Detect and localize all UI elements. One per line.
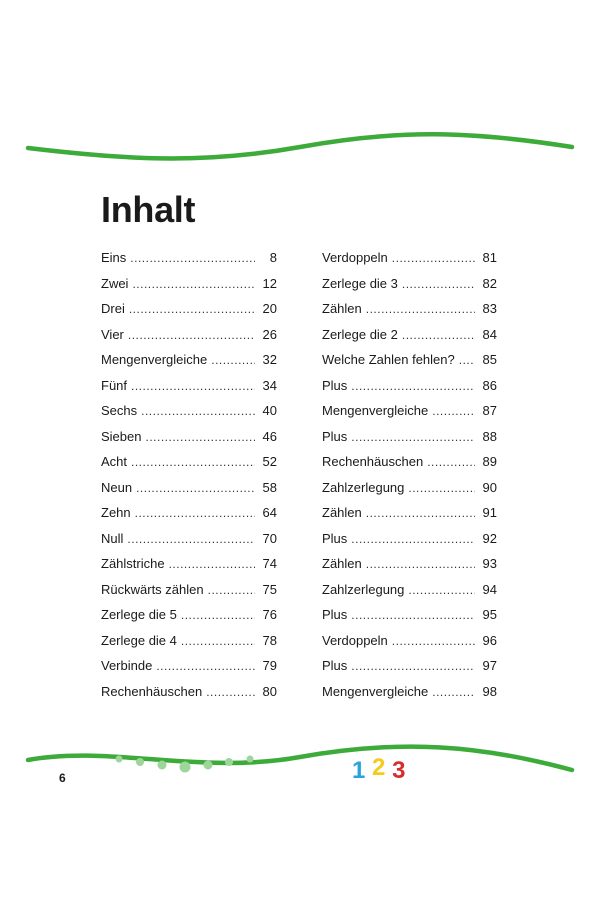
toc-entry-label: Neun <box>101 479 133 495</box>
toc-entry-label: Zerlege die 3 <box>322 275 398 291</box>
logo-digit-2: 2 <box>372 754 386 781</box>
logo-digit-3: 3 <box>392 757 406 784</box>
toc-entry-page: 32 <box>262 352 277 367</box>
toc-entry <box>322 322 497 348</box>
toc-entry-label: Zählen <box>322 301 362 316</box>
toc-leader-dots <box>141 399 255 425</box>
toc-entry-page: 91 <box>482 505 497 520</box>
logo-digit-1: 1 <box>352 757 366 784</box>
toc-entry <box>101 577 277 603</box>
dot <box>247 756 254 763</box>
toc-entry-page: 92 <box>482 530 497 546</box>
toc-entry-label: Verdoppeln <box>322 632 388 648</box>
toc-entry-label: Welche Zahlen fehlen? <box>322 352 455 367</box>
toc-leader-dots <box>459 348 475 374</box>
toc-column-right <box>322 245 497 704</box>
dot <box>158 761 167 770</box>
toc-entry-label: Plus <box>322 658 348 673</box>
toc-entry-page: 83 <box>482 301 497 316</box>
dot <box>116 756 123 763</box>
dot <box>204 761 213 770</box>
toc-entry-page: 58 <box>262 479 277 495</box>
toc-entry <box>101 424 277 450</box>
toc-entry-label: Rechenhäuschen <box>101 683 203 699</box>
toc-entry <box>322 245 497 271</box>
toc-entry-page: 76 <box>262 607 277 622</box>
toc-leader-dots <box>181 629 255 655</box>
toc-leader-dots <box>131 450 255 476</box>
toc-leader-dots <box>211 348 255 374</box>
toc-entry-page: 88 <box>482 428 497 444</box>
toc-entry-page: 87 <box>482 403 497 418</box>
toc-entry-label: Zählen <box>322 505 362 520</box>
toc-entry-label: Zerlege die 5 <box>101 607 177 622</box>
toc-leader-dots <box>208 578 255 604</box>
toc-entry-label: Rückwärts zählen <box>101 581 204 597</box>
toc-leader-dots <box>156 654 255 680</box>
toc-entry <box>322 373 497 399</box>
toc-leader-dots <box>366 552 475 578</box>
toc-entry <box>101 322 277 348</box>
toc-entry-label: Acht <box>101 454 128 469</box>
toc-entry-label: Plus <box>322 428 348 444</box>
toc-entry <box>322 347 497 373</box>
toc-leader-dots <box>402 272 475 298</box>
toc-entry-page: 26 <box>262 326 277 342</box>
toc-entry-label: Zehn <box>101 505 131 520</box>
toc-entry-label: Zählen <box>322 556 362 571</box>
toc-leader-dots <box>131 374 255 400</box>
toc-entry-page: 81 <box>482 250 497 265</box>
toc-leader-dots <box>427 450 475 476</box>
toc-entry <box>101 373 277 399</box>
toc-entry <box>101 449 277 475</box>
toc-entry <box>322 551 497 577</box>
toc-leader-dots <box>129 297 255 323</box>
toc-entry <box>101 398 277 424</box>
top-wave-decoration <box>0 125 600 170</box>
toc-leader-dots <box>366 501 475 527</box>
toc-column-left <box>101 245 277 704</box>
toc-entry-label: Zahlzerlegung <box>322 479 405 495</box>
toc-entry-page: 79 <box>262 658 277 673</box>
toc-entry-page: 85 <box>482 352 497 367</box>
toc-entry <box>101 551 277 577</box>
toc-leader-dots <box>432 399 475 425</box>
toc-entry-page: 34 <box>262 377 277 393</box>
toc-leader-dots <box>351 603 475 629</box>
toc-entry-page: 90 <box>482 479 497 495</box>
toc-leader-dots <box>181 603 255 629</box>
toc-entry <box>322 602 497 628</box>
toc-entry-page: 75 <box>262 581 277 597</box>
toc-entry-page: 84 <box>482 326 497 342</box>
toc-entry-label: Mengenvergleiche <box>101 352 208 367</box>
toc-leader-dots <box>145 425 255 451</box>
toc-entry-page: 8 <box>269 250 277 265</box>
toc-entry-page: 12 <box>262 275 277 291</box>
toc-entry-label: Drei <box>101 301 125 316</box>
toc-entry-page: 78 <box>262 632 277 648</box>
toc-entry-label: Verbinde <box>101 658 153 673</box>
toc-entry-label: Eins <box>101 250 127 265</box>
toc-entry <box>322 271 497 297</box>
toc-entry-page: 82 <box>482 275 497 291</box>
toc-entry-page: 80 <box>262 683 277 699</box>
toc-entry-page: 89 <box>482 454 497 469</box>
toc-entry-label: Sieben <box>101 428 142 444</box>
toc-entry-label: Zerlege die 2 <box>322 326 398 342</box>
toc-entry-label: Zwei <box>101 275 129 291</box>
toc-entry <box>322 424 497 450</box>
page-title: Inhalt <box>101 189 196 230</box>
toc-leader-dots <box>169 552 255 578</box>
toc-entry-page: 40 <box>262 403 277 418</box>
toc-entry-label: Mengenvergleiche <box>322 403 429 418</box>
toc-entry-label: Sechs <box>101 403 138 418</box>
toc-entry-label: Plus <box>322 377 348 393</box>
toc-leader-dots <box>351 527 475 553</box>
toc-leader-dots <box>408 578 475 604</box>
dot <box>136 758 144 766</box>
toc-entry-page: 52 <box>262 454 277 469</box>
toc-leader-dots <box>351 425 475 451</box>
toc-entry-page: 70 <box>262 530 277 546</box>
toc-entry-label: Fünf <box>101 377 128 393</box>
toc-entry-page: 46 <box>262 428 277 444</box>
toc-entry <box>322 296 497 322</box>
toc-entry-page: 74 <box>262 556 277 571</box>
dot <box>225 758 233 766</box>
toc-entry-label: Zählstriche <box>101 556 165 571</box>
toc-entry <box>101 271 277 297</box>
toc-leader-dots <box>128 323 255 349</box>
toc-leader-dots <box>130 246 255 272</box>
toc-entry <box>101 245 277 271</box>
toc-entry <box>101 679 277 705</box>
toc-entry <box>101 347 277 373</box>
toc-entry <box>101 628 277 654</box>
toc-entry <box>322 449 497 475</box>
toc-entry <box>101 526 277 552</box>
toc-entry-page: 98 <box>482 683 497 699</box>
toc-entry-label: Zahlzerlegung <box>322 581 405 597</box>
toc-entry <box>322 500 497 526</box>
toc-entry-page: 20 <box>262 301 277 316</box>
bottom-wave-decoration <box>0 735 600 785</box>
toc-entry <box>322 679 497 705</box>
toc-leader-dots <box>351 654 475 680</box>
toc-entry <box>101 475 277 501</box>
toc-leader-dots <box>135 501 255 527</box>
toc-entry <box>322 577 497 603</box>
dot <box>180 762 191 773</box>
toc-entry <box>322 398 497 424</box>
toc-leader-dots <box>206 680 255 706</box>
toc-entry-label: Plus <box>322 607 348 622</box>
toc-entry <box>322 526 497 552</box>
toc-entry-page: 96 <box>482 632 497 648</box>
toc-entry-label: Vier <box>101 326 124 342</box>
toc-entry <box>101 602 277 628</box>
toc-entry-page: 94 <box>482 581 497 597</box>
toc-entry <box>322 653 497 679</box>
toc-leader-dots <box>408 476 475 502</box>
toc-leader-dots <box>127 527 255 553</box>
toc-leader-dots <box>432 680 475 706</box>
toc-entry-label: Verdoppeln <box>322 250 388 265</box>
toc-entry <box>101 653 277 679</box>
toc-entry <box>322 628 497 654</box>
toc-entry <box>322 475 497 501</box>
toc-entry-page: 95 <box>482 607 497 622</box>
page-number: 6 <box>59 771 66 785</box>
toc-entry-label: Rechenhäuschen <box>322 454 424 469</box>
toc-entry-page: 86 <box>482 377 497 393</box>
toc-leader-dots <box>351 374 475 400</box>
toc-entry <box>101 296 277 322</box>
toc-entry-page: 93 <box>482 556 497 571</box>
toc-leader-dots <box>402 323 475 349</box>
toc-entry-page: 64 <box>262 505 277 520</box>
toc-leader-dots <box>392 629 475 655</box>
toc-entry-label: Null <box>101 530 124 546</box>
toc-entry-label: Plus <box>322 530 348 546</box>
toc-leader-dots <box>392 246 475 272</box>
logo-123 <box>352 756 405 786</box>
toc-leader-dots <box>136 476 255 502</box>
toc-leader-dots <box>366 297 475 323</box>
toc-entry-page: 97 <box>482 658 497 673</box>
toc-entry-label: Zerlege die 4 <box>101 632 177 648</box>
toc-leader-dots <box>132 272 255 298</box>
toc-entry-label: Mengenvergleiche <box>322 683 429 699</box>
toc-entry <box>101 500 277 526</box>
